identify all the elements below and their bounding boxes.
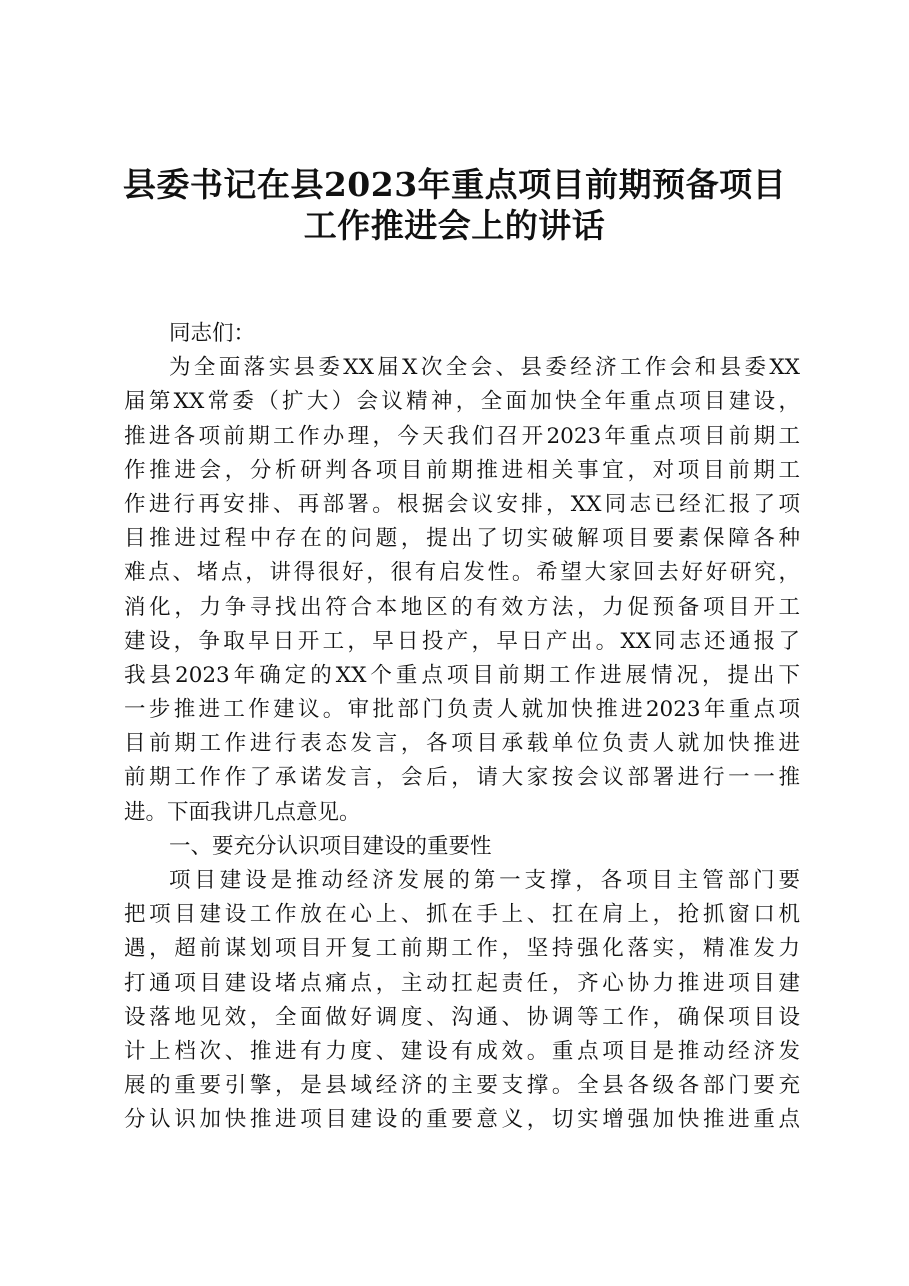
body-line: 我县2023年确定的XX个重点项目前期工作进展情况，提出下 — [124, 662, 800, 688]
document-title-line-1: 县委书记在县2023年重点项目前期预备项目 — [122, 165, 787, 204]
body-line: 分认识加快推进项目建设的重要意义，切实增强加快推进重点 — [124, 1107, 800, 1133]
document-body — [124, 317, 800, 1138]
body-line: 计上档次、推进有力度、建设有成效。重点项目是推动经济发 — [124, 1038, 800, 1064]
body-line: 目推进过程中存在的问题，提出了切实破解项目要素保障各种 — [124, 526, 800, 552]
body-line: 届第XX常委（扩大）会议精神，全面加快全年重点项目建设， — [124, 389, 800, 415]
body-line: 作进行再安排、再部署。根据会议安排，XX同志已经汇报了项 — [124, 491, 800, 517]
body-line: 进。下面我讲几点意见。 — [124, 799, 361, 825]
body-line: 推进各项前期工作办理，今天我们召开2023年重点项目前期工 — [124, 423, 800, 449]
body-line: 消化，力争寻找出符合本地区的有效方法，力促预备项目开工 — [124, 594, 800, 620]
body-line: 展的重要引擎，是县域经济的主要支撑。全县各级各部门要充 — [124, 1073, 800, 1099]
document-title-line-2: 工作推进会上的讲话 — [303, 206, 606, 245]
body-line: 目前期工作进行表态发言，各项目承载单位负责人就加快推进 — [124, 731, 800, 757]
body-line: 把项目建设工作放在心上、抓在手上、扛在肩上，抢抓窗口机 — [124, 902, 800, 928]
body-line: 前期工作作了承诺发言，会后，请大家按会议部署进行一一推 — [124, 765, 800, 791]
section-heading: 一、要充分认识项目建设的重要性 — [169, 833, 492, 859]
body-line: 设落地见效，全面做好调度、沟通、协调等工作，确保项目设 — [124, 1004, 800, 1030]
body-line: 一步推进工作建议。审批部门负责人就加快推进2023年重点项 — [124, 697, 800, 723]
body-line: 难点、堵点，讲得很好，很有启发性。希望大家回去好好研究， — [124, 560, 800, 586]
body-line: 作推进会，分析研判各项目前期推进相关事宜，对项目前期工 — [124, 457, 800, 483]
salutation: 同志们： — [169, 321, 256, 346]
body-line: 打通项目建设堵点痛点，主动扛起责任，齐心协力推进项目建 — [124, 970, 800, 996]
body-line: 项目建设是推动经济发展的第一支撑，各项目主管部门要 — [169, 868, 800, 893]
body-line: 遇，超前谋划项目开复工前期工作，坚持强化落实，精准发力 — [124, 936, 800, 962]
body-line: 为全面落实县委XX届X次全会、县委经济工作会和县委XX — [169, 355, 800, 381]
body-line: 建设，争取早日开工，早日投产，早日产出。XX同志还通报了 — [124, 628, 800, 654]
